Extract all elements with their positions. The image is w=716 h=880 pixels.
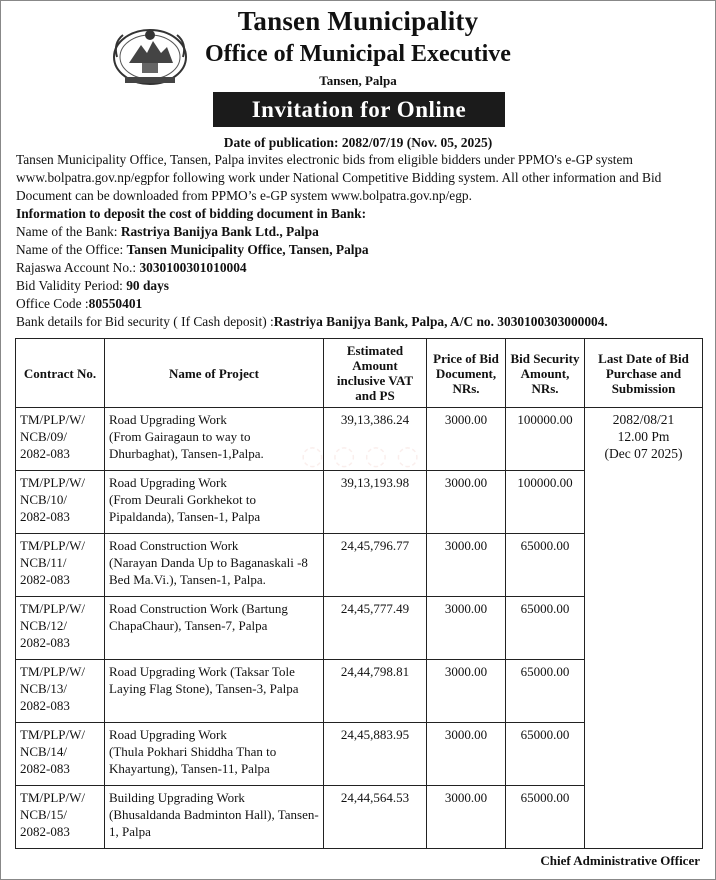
office-name-label: Name of the Office: (16, 242, 127, 257)
project-name-line: Road Construction Work (Bartung ChapaChaur), Tansen-7, Palpa (109, 601, 288, 633)
contract-no-line: 2082-083 (20, 824, 70, 839)
bid-security-cell: 65000.00 (506, 723, 585, 786)
publication-date: Date of publication: 2082/07/19 (Nov. 05, 2025) (223, 135, 493, 150)
contract-no-line: 2082-083 (20, 572, 70, 587)
project-name-cell (105, 660, 324, 723)
bid-security-cell: 65000.00 (506, 660, 585, 723)
bid-security-cell: 65000.00 (506, 786, 585, 849)
watermark-logo: ◌ ◌ ◌ ◌ (301, 441, 419, 471)
contract-no-line: TM/PLP/W/ (20, 412, 86, 427)
contract-no-line: 2082-083 (20, 446, 70, 461)
contract-no-line: TM/PLP/W/ (20, 664, 86, 679)
project-name-line: Road Upgrading Work (109, 475, 227, 490)
office-location: Tansen, Palpa (319, 73, 397, 88)
estimated-amount-cell: 24,45,777.49 (324, 597, 427, 660)
validity-value: 90 days (126, 278, 170, 293)
last-date-line: 2082/08/21 (612, 412, 675, 427)
contract-no-line: 2082-083 (20, 635, 70, 650)
project-name-cell (105, 471, 324, 534)
contract-no-line: TM/PLP/W/ (20, 727, 86, 742)
contract-no-line: 2082-083 (20, 509, 70, 524)
contract-no-line: NCB/09/ (20, 429, 67, 444)
intro-paragraph: Tansen Municipality Office, Tansen, Palpa invites electronic bids from eligible bidders under PPMO's e-GP system www.bolpatra.gov.np/egpfor following work under National Competitive Bidding system. All other information and Bid Document can be downloaded from PPMO’s e-GP system www.bolpatra.gov.np/egp. (16, 152, 662, 203)
project-name-cell (105, 786, 324, 849)
notice-body (16, 151, 706, 331)
bid-document-price-cell: 3000.00 (427, 408, 506, 471)
last-date-line: (Dec 07 2025) (604, 446, 683, 461)
bid-security-label: Bank details for Bid security ( If Cash deposit) : (16, 314, 274, 329)
header-contract: Contract No. (16, 339, 105, 408)
contract-no-line: NCB/10/ (20, 492, 67, 507)
table-header-row (16, 339, 703, 408)
contract-no-line: NCB/13/ (20, 681, 67, 696)
contract-no-line: TM/PLP/W/ (20, 790, 86, 805)
bid-document-price-cell: 3000.00 (427, 786, 506, 849)
validity-label: Bid Validity Period: (16, 278, 127, 293)
estimated-amount-cell: 39,13,386.24 (324, 408, 427, 471)
bid-document-price-cell: 3000.00 (427, 534, 506, 597)
bank-name-line (16, 223, 706, 241)
office-name-line (16, 241, 706, 259)
project-name-line: Building Upgrading Work (Bhusaldanda Badminton Hall), Tansen-1, Palpa (109, 790, 319, 839)
project-name-line: Road Upgrading Work (109, 412, 227, 427)
contract-no-cell (16, 786, 105, 849)
project-name-line: Road Upgrading Work (109, 727, 227, 742)
project-name-cell (105, 408, 324, 471)
bank-info-heading: Information to deposit the cost of bidding document in Bank: (16, 206, 367, 221)
estimated-amount-cell: 24,44,564.53 (324, 786, 427, 849)
signature: Chief Administrative Officer (540, 853, 700, 868)
estimated-amount-cell: 24,45,883.95 (324, 723, 427, 786)
bid-security-cell: 100000.00 (506, 471, 585, 534)
project-name-line: (From Gairagaun to way to Dhurbaghat), Tansen-1,Palpa. (109, 429, 264, 461)
office-title: Office of Municipal Executive (205, 41, 511, 67)
contract-no-cell (16, 597, 105, 660)
header-price: Price of Bid Document, NRs. (427, 339, 506, 408)
bid-document-price-cell: 3000.00 (427, 471, 506, 534)
bid-document-price-cell: 3000.00 (427, 660, 506, 723)
header-lastdate: Last Date of Bid Purchase and Submission (585, 339, 703, 408)
contract-no-line: TM/PLP/W/ (20, 475, 86, 490)
header-estimated: Estimated Amount inclusive VAT and PS (324, 339, 427, 408)
project-name-cell (105, 597, 324, 660)
office-code-value: 80550401 (88, 296, 143, 311)
header-security: Bid Security Amount, NRs. (506, 339, 585, 408)
project-name-line: Road Construction Work (109, 538, 239, 553)
project-name-line: (Narayan Danda Up to Baganaskali -8 Bed Ma.Vi.), Tansen-1, Palpa. (109, 555, 308, 587)
bid-security-cell: 65000.00 (506, 534, 585, 597)
office-code-line (16, 295, 706, 313)
invitation-banner: Invitation for Online (213, 92, 505, 127)
contract-no-line: NCB/11/ (20, 555, 67, 570)
contract-no-line: TM/PLP/W/ (20, 538, 86, 553)
project-name-cell (105, 534, 324, 597)
bid-document-price-cell: 3000.00 (427, 723, 506, 786)
account-line (16, 259, 706, 277)
estimated-amount-cell: 24,45,796.77 (324, 534, 427, 597)
contract-no-cell (16, 534, 105, 597)
contract-no-cell (16, 471, 105, 534)
contract-no-line: NCB/12/ (20, 618, 67, 633)
contract-no-line: TM/PLP/W/ (20, 601, 86, 616)
office-code-label: Office Code : (16, 296, 89, 311)
contract-no-line: 2082-083 (20, 698, 70, 713)
bid-table (15, 338, 703, 849)
bid-security-cell: 100000.00 (506, 408, 585, 471)
contract-no-cell (16, 408, 105, 471)
project-name-line: (From Deurali Gorkhekot to Pipaldanda), Tansen-1, Palpa (109, 492, 261, 524)
contract-no-line: NCB/14/ (20, 744, 67, 759)
office-name-value: Tansen Municipality Office, Tansen, Palpa (126, 242, 369, 257)
project-name-cell (105, 723, 324, 786)
contract-no-line: 2082-083 (20, 761, 70, 776)
bank-name-label: Name of the Bank: (16, 224, 121, 239)
header-project: Name of Project (105, 339, 324, 408)
bid-security-cell: 65000.00 (506, 597, 585, 660)
municipality-title: Tansen Municipality (237, 6, 479, 36)
account-label: Rajaswa Account No.: (16, 260, 140, 275)
account-value: 3030100301010004 (139, 260, 247, 275)
estimated-amount-cell: 24,44,798.81 (324, 660, 427, 723)
validity-line (16, 277, 706, 295)
bid-security-value: Rastriya Banijya Bank, Palpa, A/C no. 3030100303000004. (273, 314, 608, 329)
contract-no-cell (16, 723, 105, 786)
project-name-line: Road Upgrading Work (Taksar Tole Laying Flag Stone), Tansen-3, Palpa (109, 664, 299, 696)
last-date-cell (585, 408, 703, 849)
contract-no-cell (16, 660, 105, 723)
estimated-amount-cell: 39,13,193.98 (324, 471, 427, 534)
bid-document-price-cell: 3000.00 (427, 597, 506, 660)
contract-no-line: NCB/15/ (20, 807, 67, 822)
bid-security-line (16, 313, 706, 331)
project-name-line: (Thula Pokhari Shiddha Than to Khayartung), Tansen-11, Palpa (109, 744, 277, 776)
last-date-line: 12.00 Pm (617, 429, 670, 444)
bank-name-value: Rastriya Banijya Bank Ltd., Palpa (120, 224, 319, 239)
